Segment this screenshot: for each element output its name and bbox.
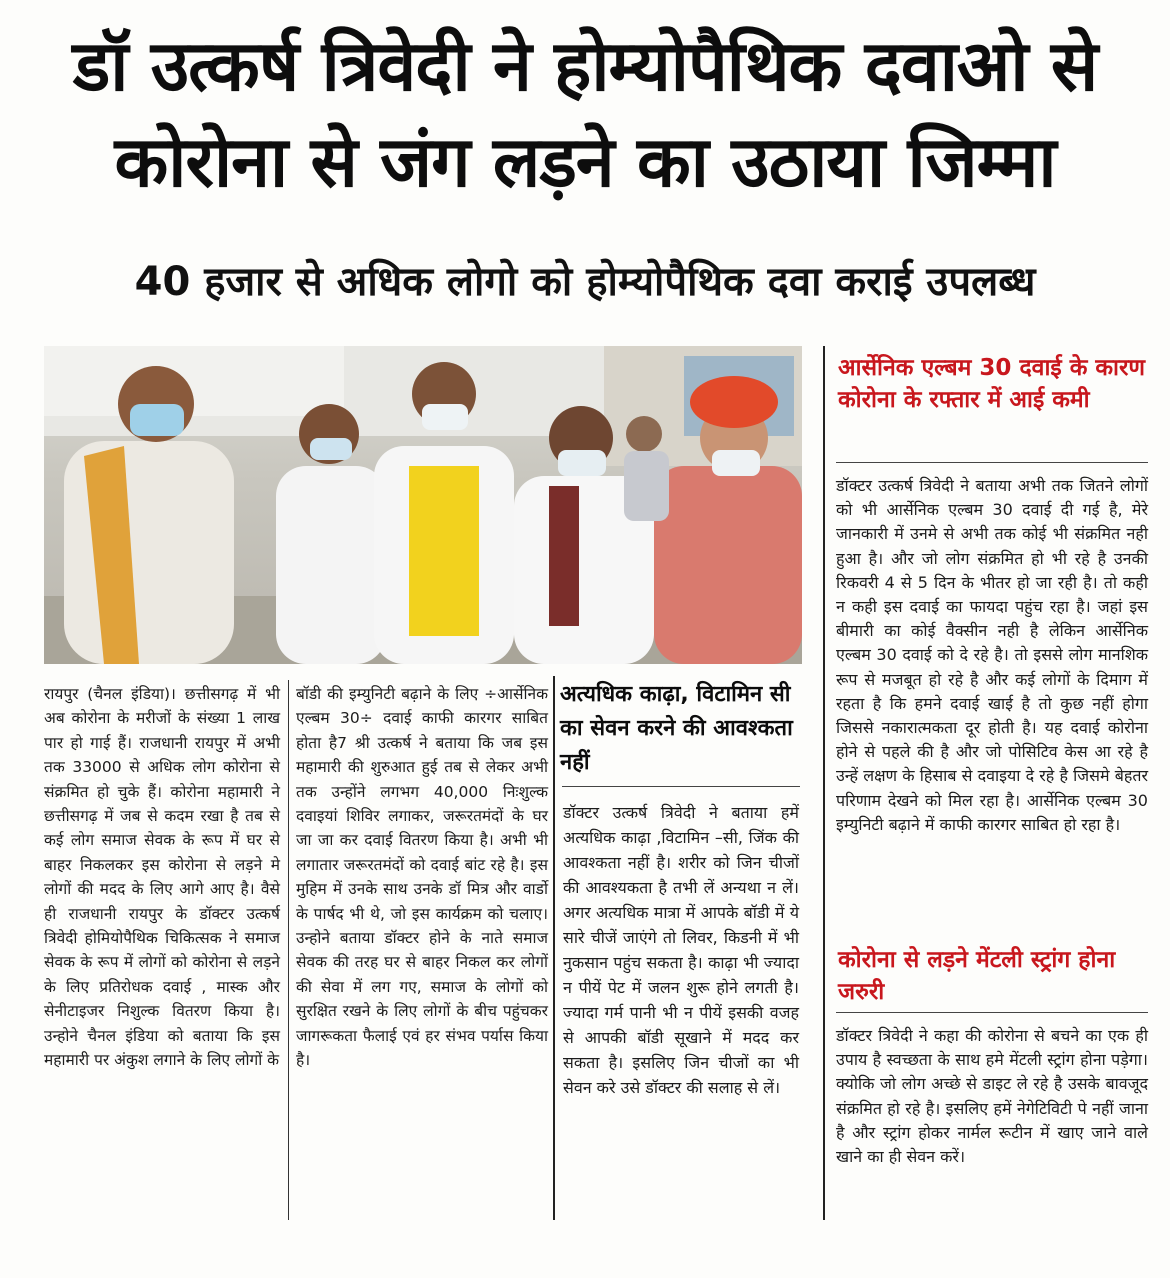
article-column-1: रायपुर (चैनल इंडिया)। छत्तीसगढ़ में भी अब कोरोना के मरीजों के संख्या 1 लाख पार हो गाई हैं। राजधानी रायपुर में अभी तक 33000 से अधिक लोग कोरोना से संक्रमित हो चुके हैं। कोरोना महामारी ने छत्तीसगढ़ में जब से कदम रखा है तब से कई लोग समाज सेवक के रूप में घर से बाहर निकलकर इस कोरोना से लड़ने मे लोगों की मदद के लिए आगे आए है। वैसे ही राजधानी रायपुर के डॉक्टर उत्कर्ष त्रिवेदी होमियोपैथिक चिकित्सक ने समाज सेवक के रूप में लोगों को कोरोना से लड़ने के लिए प्रतिरोधक दवाई , मास्क और सेनीटाइजर निशुल्क वितरण किया है। उन्होने चैनल इंडिया को बताया कि इस महामारी पर अंकुश लगाने के लिए लोगों के bbox=[44, 685, 280, 1070]
box-heading-mentally-strong: कोरोना से लड़ने मेंटली स्ट्रांग होना जरुरी bbox=[838, 947, 1116, 1005]
box-heading-kadha: अत्यधिक काढ़ा, विटामिन सी का सेवन करने की आवश्कता नहीं bbox=[560, 682, 793, 775]
headline bbox=[20, 18, 1150, 210]
column-divider bbox=[288, 680, 289, 1220]
section-rule bbox=[836, 462, 1148, 463]
subheadline: 40 हजार से अधिक लोगो को होम्योपैथिक दवा कराई उपलब्ध bbox=[134, 259, 1036, 305]
section-rule bbox=[836, 1012, 1148, 1013]
column-divider bbox=[553, 676, 555, 1220]
box-body-mentally-strong: डॉक्टर त्रिवेदी ने कहा की कोरोना से बचने का एक ही उपाय है स्वच्छता के साथ हमे मेंटली स्ट्रांग होना पड़ेगा। क्योकि जो लोग अच्छे से डाइट ले रहे है उसके बावजूद संक्रमित हो रहे है। इसलिए हमें नेगेटिविटी पे नहीं जाना है और स्ट्रांग होकर नार्मल रूटीन में खाए जाने वाले खाने का ही सेवन करें। bbox=[836, 1026, 1148, 1167]
column-divider bbox=[823, 346, 825, 1220]
box-body-kadha: डॉक्टर उत्कर्ष त्रिवेदी ने बताया हमें अत्यधिक काढ़ा ,विटामिन –सी, जिंक की आवश्कता नहीं है। शरीर को जिन चीजों की आवश्यकता है तभी लें अन्यथा न लें। अगर अत्यधिक मात्रा में आपके बॉडी में ये सारे चीजें जाएंगे तो लिवर, किडनी में भी नुकसान पहुंच सकता है। काढ़ा भी ज्यादा न पीयें पेट में जलन शुरू होने लगती है। ज्यादा गर्म पानी भी न पीयें इसकी वजह से आपकी बॉडी सूखाने में मदद कर सकता है। इसलिए जिन चीजों का भी सेवन करे उसे डॉक्टर की सलाह से लें। bbox=[563, 803, 799, 1097]
news-photo-illustration bbox=[44, 346, 802, 664]
headline-line-2: कोरोना से जंग लड़ने का उठाया जिम्मा bbox=[114, 121, 1056, 203]
article-column-2: बॉडी की इम्युनिटी बढ़ाने के लिए ÷आर्सेनिक एल्बम 30÷ दवाई काफी कारगर साबित होता है7 श्री उत्कर्ष ने बताया कि जब इस महामारी की शुरुआत हुई तब से लेकर अभी तक उन्होंने लगभग 40,000 निःशुल्क दवाइयां शिविर लगाकर, जरूरतमंदों के घर जा जा कर दवाई वितरण किया है। अभी भी लगातार जरूरतमंदों को दवाई बांट रहे है। इस मुहिम में उनके साथ उनके डॉ मित्र और वार्डो के पार्षद भी थे, जो इस कार्यक्रम को चलाए। उन्होने बताया डॉक्टर होने के नाते समाज सेवक की तरह घर से बाहर निकल कर लोगों की सेवा में लग गए, समाज के लोगों को सुरक्षित रखने के लिए लोगों के बीच पहुंचकर जागरूकता फैलाई एवं हर संभव पर्यास किया है। bbox=[296, 685, 548, 1070]
section-rule bbox=[562, 786, 800, 787]
box-heading-arsenic-album: आर्सेनिक एल्बम 30 दवाई के कारण कोरोना के रफ्तार में आई कमी bbox=[838, 355, 1146, 413]
headline-line-1: डॉ उत्कर्ष त्रिवेदी ने होम्योपैथिक दवाओ से bbox=[72, 25, 1098, 107]
news-photo bbox=[44, 346, 802, 664]
box-body-arsenic-album: डॉक्टर उत्कर्ष त्रिवेदी ने बताया अभी तक जितने लोगों को भी आर्सेनिक एल्बम 30 दवाई दी गई है, मेरे जानकारी में उनमे से अभी तक कोई भी संक्रमित नही हुआ है। और जो लोग संक्रमित हो भी रहे है उनकी रिकवरी 4 से 5 दिन के भीतर हो जा रही है। तो कही न कही इस दवाई का फायदा पहुंच रहा है। जहां इस बीमारी का कोई वैक्सीन नही है लेकिन आर्सेनिक एल्बम 30 दवाई को दे रहे है। तो इससे लोग मानशिक रूप से मजबूत हो रहे है और कई लोगों के दिमाग में रहता है कि हमने दवाई खाई है तो कुछ नहीं होगा जिससे नकारात्मकता दूर होती है। यह दवाई कोरोना होने से पहले की है और जो पोसिटिव केस आ रहे है उन्हें लक्षण के हिसाब से दवाइया दे रहे है जिसमे बेहतर परिणाम देखने को मिल रहा है। आर्सेनिक एल्बम 30 इम्युनिटी बढ़ाने में काफी कारगर साबित हो रहा है। bbox=[836, 476, 1148, 834]
